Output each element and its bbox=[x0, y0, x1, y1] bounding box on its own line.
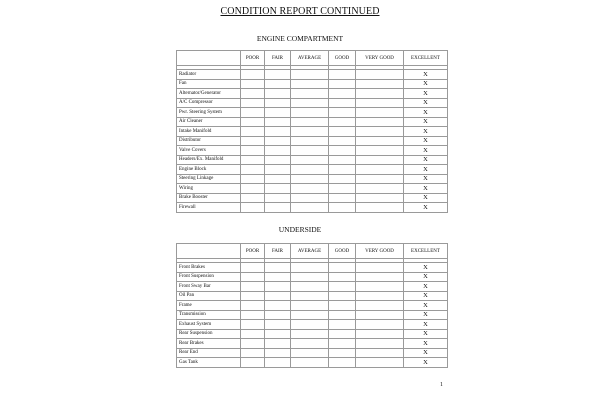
rating-cell-good bbox=[329, 282, 356, 292]
rating-cell-fair bbox=[265, 203, 291, 213]
rating-cell-excellent: X bbox=[404, 155, 448, 165]
rating-cell-average bbox=[291, 348, 329, 358]
rating-cell-poor bbox=[241, 291, 265, 301]
rating-cell-poor bbox=[241, 155, 265, 165]
table-row bbox=[177, 108, 448, 118]
rating-cell-good bbox=[329, 193, 356, 203]
header-average: AVERAGE bbox=[291, 51, 329, 66]
rating-cell-poor bbox=[241, 184, 265, 194]
item-label: Valve Covers bbox=[177, 146, 241, 156]
rating-cell-poor bbox=[241, 79, 265, 89]
rating-cell-very-good bbox=[356, 117, 404, 127]
rating-cell-poor bbox=[241, 70, 265, 80]
rating-cell-good bbox=[329, 291, 356, 301]
rating-cell-average bbox=[291, 165, 329, 175]
item-label: Exhaust System bbox=[177, 320, 241, 330]
item-label: Alternator/Generator bbox=[177, 89, 241, 99]
rating-cell-poor bbox=[241, 108, 265, 118]
table-row bbox=[177, 79, 448, 89]
rating-cell-average bbox=[291, 117, 329, 127]
rating-cell-good bbox=[329, 70, 356, 80]
rating-cell-average bbox=[291, 146, 329, 156]
rating-cell-fair bbox=[265, 282, 291, 292]
rating-cell-very-good bbox=[356, 339, 404, 349]
rating-cell-poor bbox=[241, 329, 265, 339]
item-label: Rear Suspension bbox=[177, 329, 241, 339]
rating-cell-fair bbox=[265, 89, 291, 99]
rating-cell-poor bbox=[241, 348, 265, 358]
rating-cell-excellent: X bbox=[404, 98, 448, 108]
rating-cell-poor bbox=[241, 272, 265, 282]
rating-cell-average bbox=[291, 70, 329, 80]
header-very-good: VERY GOOD bbox=[356, 51, 404, 66]
rating-cell-good bbox=[329, 79, 356, 89]
table-row bbox=[177, 146, 448, 156]
rating-cell-good bbox=[329, 108, 356, 118]
table-row bbox=[177, 127, 448, 137]
rating-cell-very-good bbox=[356, 291, 404, 301]
rating-cell-good bbox=[329, 136, 356, 146]
item-label: A/C Compressor bbox=[177, 98, 241, 108]
rating-cell-fair bbox=[265, 70, 291, 80]
rating-cell-average bbox=[291, 155, 329, 165]
rating-cell-good bbox=[329, 89, 356, 99]
engine-compartment-table bbox=[176, 50, 448, 213]
rating-cell-excellent: X bbox=[404, 89, 448, 99]
rating-cell-average bbox=[291, 272, 329, 282]
rating-cell-very-good bbox=[356, 165, 404, 175]
rating-cell-average bbox=[291, 282, 329, 292]
rating-cell-fair bbox=[265, 117, 291, 127]
item-label: Brake Booster bbox=[177, 193, 241, 203]
rating-cell-average bbox=[291, 127, 329, 137]
rating-cell-very-good bbox=[356, 108, 404, 118]
rating-cell-fair bbox=[265, 98, 291, 108]
table-row bbox=[177, 339, 448, 349]
table-row bbox=[177, 301, 448, 311]
rating-cell-poor bbox=[241, 98, 265, 108]
rating-cell-very-good bbox=[356, 348, 404, 358]
rating-cell-excellent: X bbox=[404, 282, 448, 292]
rating-cell-poor bbox=[241, 136, 265, 146]
item-label: Firewall bbox=[177, 203, 241, 213]
engine-compartment-title: ENGINE COMPARTMENT bbox=[256, 34, 344, 43]
table-row bbox=[177, 291, 448, 301]
rating-cell-poor bbox=[241, 89, 265, 99]
rating-cell-average bbox=[291, 263, 329, 273]
item-label: Distributor bbox=[177, 136, 241, 146]
table-row bbox=[177, 70, 448, 80]
header-fair: FAIR bbox=[265, 51, 291, 66]
rating-cell-very-good bbox=[356, 79, 404, 89]
item-label: Wiring bbox=[177, 184, 241, 194]
rating-cell-average bbox=[291, 193, 329, 203]
rating-cell-good bbox=[329, 165, 356, 175]
rating-cell-very-good bbox=[356, 146, 404, 156]
rating-cell-very-good bbox=[356, 127, 404, 137]
rating-cell-average bbox=[291, 98, 329, 108]
rating-cell-fair bbox=[265, 174, 291, 184]
rating-cell-good bbox=[329, 98, 356, 108]
rating-cell-very-good bbox=[356, 155, 404, 165]
rating-cell-very-good bbox=[356, 301, 404, 311]
rating-cell-poor bbox=[241, 165, 265, 175]
rating-cell-average bbox=[291, 358, 329, 368]
rating-cell-excellent: X bbox=[404, 301, 448, 311]
rating-cell-fair bbox=[265, 320, 291, 330]
rating-cell-average bbox=[291, 136, 329, 146]
rating-cell-very-good bbox=[356, 203, 404, 213]
rating-cell-poor bbox=[241, 301, 265, 311]
rating-cell-very-good bbox=[356, 329, 404, 339]
rating-cell-poor bbox=[241, 117, 265, 127]
rating-cell-fair bbox=[265, 339, 291, 349]
item-label: Front Sway Bar bbox=[177, 282, 241, 292]
underside-title: UNDERSIDE bbox=[278, 225, 322, 234]
item-label: Headers/Ex. Manifold bbox=[177, 155, 241, 165]
rating-cell-average bbox=[291, 174, 329, 184]
rating-cell-average bbox=[291, 79, 329, 89]
item-label: Rear Brakes bbox=[177, 339, 241, 349]
rating-cell-excellent: X bbox=[404, 358, 448, 368]
rating-cell-very-good bbox=[356, 310, 404, 320]
page-number: 1 bbox=[440, 382, 443, 388]
rating-cell-very-good bbox=[356, 358, 404, 368]
rating-cell-average bbox=[291, 320, 329, 330]
rating-cell-very-good bbox=[356, 184, 404, 194]
table-row bbox=[177, 263, 448, 273]
rating-cell-good bbox=[329, 310, 356, 320]
rating-cell-excellent: X bbox=[404, 127, 448, 137]
rating-cell-average bbox=[291, 339, 329, 349]
item-label: Front Suspension bbox=[177, 272, 241, 282]
rating-cell-very-good bbox=[356, 174, 404, 184]
rating-cell-excellent: X bbox=[404, 70, 448, 80]
rating-cell-fair bbox=[265, 272, 291, 282]
rating-cell-very-good bbox=[356, 272, 404, 282]
rating-cell-excellent: X bbox=[404, 193, 448, 203]
table-row bbox=[177, 348, 448, 358]
item-label: Transmission bbox=[177, 310, 241, 320]
table-row bbox=[177, 98, 448, 108]
page-title: CONDITION REPORT CONTINUED bbox=[220, 6, 380, 17]
table-header-row bbox=[177, 244, 448, 259]
rating-cell-fair bbox=[265, 127, 291, 137]
rating-cell-excellent: X bbox=[404, 263, 448, 273]
rating-cell-poor bbox=[241, 193, 265, 203]
rating-cell-poor bbox=[241, 320, 265, 330]
header-excellent: EXCELLENT bbox=[404, 244, 448, 259]
rating-cell-excellent: X bbox=[404, 146, 448, 156]
rating-cell-good bbox=[329, 117, 356, 127]
table-row bbox=[177, 272, 448, 282]
rating-cell-good bbox=[329, 320, 356, 330]
rating-cell-poor bbox=[241, 358, 265, 368]
rating-cell-average bbox=[291, 203, 329, 213]
header-good: GOOD bbox=[329, 244, 356, 259]
table-row bbox=[177, 174, 448, 184]
rating-cell-poor bbox=[241, 203, 265, 213]
rating-cell-good bbox=[329, 203, 356, 213]
rating-cell-very-good bbox=[356, 263, 404, 273]
rating-cell-fair bbox=[265, 329, 291, 339]
header-poor: POOR bbox=[241, 244, 265, 259]
table-row bbox=[177, 329, 448, 339]
rating-cell-excellent: X bbox=[404, 136, 448, 146]
rating-cell-average bbox=[291, 301, 329, 311]
rating-cell-fair bbox=[265, 146, 291, 156]
item-label: Gas Tank bbox=[177, 358, 241, 368]
rating-cell-good bbox=[329, 272, 356, 282]
rating-cell-excellent: X bbox=[404, 184, 448, 194]
table-header-row bbox=[177, 51, 448, 66]
rating-cell-poor bbox=[241, 127, 265, 137]
table-row bbox=[177, 89, 448, 99]
rating-cell-fair bbox=[265, 79, 291, 89]
rating-cell-fair bbox=[265, 310, 291, 320]
header-item-cell bbox=[177, 51, 241, 66]
rating-cell-fair bbox=[265, 358, 291, 368]
header-average: AVERAGE bbox=[291, 244, 329, 259]
rating-cell-fair bbox=[265, 291, 291, 301]
rating-cell-excellent: X bbox=[404, 117, 448, 127]
rating-cell-very-good bbox=[356, 136, 404, 146]
rating-cell-very-good bbox=[356, 89, 404, 99]
rating-cell-average bbox=[291, 184, 329, 194]
table-row bbox=[177, 155, 448, 165]
item-label: Rear End bbox=[177, 348, 241, 358]
rating-cell-excellent: X bbox=[404, 348, 448, 358]
rating-cell-fair bbox=[265, 165, 291, 175]
rating-cell-excellent: X bbox=[404, 310, 448, 320]
table-row bbox=[177, 203, 448, 213]
rating-cell-good bbox=[329, 184, 356, 194]
rating-cell-excellent: X bbox=[404, 79, 448, 89]
header-very-good: VERY GOOD bbox=[356, 244, 404, 259]
table-row bbox=[177, 282, 448, 292]
rating-cell-very-good bbox=[356, 70, 404, 80]
table-row bbox=[177, 310, 448, 320]
rating-cell-fair bbox=[265, 136, 291, 146]
rating-cell-fair bbox=[265, 184, 291, 194]
rating-cell-good bbox=[329, 146, 356, 156]
item-label: Intake Manifold bbox=[177, 127, 241, 137]
rating-cell-good bbox=[329, 329, 356, 339]
rating-cell-poor bbox=[241, 146, 265, 156]
header-item-cell bbox=[177, 244, 241, 259]
rating-cell-average bbox=[291, 291, 329, 301]
rating-cell-excellent: X bbox=[404, 174, 448, 184]
rating-cell-average bbox=[291, 329, 329, 339]
rating-cell-good bbox=[329, 174, 356, 184]
rating-cell-excellent: X bbox=[404, 339, 448, 349]
header-excellent: EXCELLENT bbox=[404, 51, 448, 66]
rating-cell-very-good bbox=[356, 193, 404, 203]
rating-cell-fair bbox=[265, 263, 291, 273]
rating-cell-fair bbox=[265, 108, 291, 118]
table-row bbox=[177, 136, 448, 146]
rating-cell-fair bbox=[265, 193, 291, 203]
rating-cell-poor bbox=[241, 263, 265, 273]
rating-cell-poor bbox=[241, 174, 265, 184]
item-label: Air Cleaner bbox=[177, 117, 241, 127]
rating-cell-excellent: X bbox=[404, 108, 448, 118]
rating-cell-poor bbox=[241, 282, 265, 292]
underside-table bbox=[176, 243, 448, 368]
item-label: Pwr. Steering System bbox=[177, 108, 241, 118]
rating-cell-average bbox=[291, 89, 329, 99]
table-row bbox=[177, 184, 448, 194]
rating-cell-average bbox=[291, 108, 329, 118]
header-fair: FAIR bbox=[265, 244, 291, 259]
item-label: Frame bbox=[177, 301, 241, 311]
item-label: Oil Pan bbox=[177, 291, 241, 301]
rating-cell-excellent: X bbox=[404, 320, 448, 330]
rating-cell-excellent: X bbox=[404, 203, 448, 213]
rating-cell-fair bbox=[265, 301, 291, 311]
rating-cell-fair bbox=[265, 155, 291, 165]
rating-cell-good bbox=[329, 358, 356, 368]
rating-cell-excellent: X bbox=[404, 272, 448, 282]
table-row bbox=[177, 358, 448, 368]
rating-cell-excellent: X bbox=[404, 291, 448, 301]
item-label: Engine Block bbox=[177, 165, 241, 175]
rating-cell-fair bbox=[265, 348, 291, 358]
rating-cell-very-good bbox=[356, 98, 404, 108]
rating-cell-excellent: X bbox=[404, 329, 448, 339]
rating-cell-good bbox=[329, 127, 356, 137]
item-label: Fan bbox=[177, 79, 241, 89]
item-label: Front Brakes bbox=[177, 263, 241, 273]
rating-cell-poor bbox=[241, 310, 265, 320]
rating-cell-average bbox=[291, 310, 329, 320]
rating-cell-good bbox=[329, 155, 356, 165]
item-label: Steering Linkage bbox=[177, 174, 241, 184]
rating-cell-good bbox=[329, 348, 356, 358]
item-label: Radiator bbox=[177, 70, 241, 80]
table-row bbox=[177, 117, 448, 127]
rating-cell-good bbox=[329, 339, 356, 349]
rating-cell-good bbox=[329, 301, 356, 311]
rating-cell-very-good bbox=[356, 282, 404, 292]
rating-cell-excellent: X bbox=[404, 165, 448, 175]
header-good: GOOD bbox=[329, 51, 356, 66]
header-poor: POOR bbox=[241, 51, 265, 66]
table-row bbox=[177, 165, 448, 175]
table-row bbox=[177, 320, 448, 330]
rating-cell-good bbox=[329, 263, 356, 273]
rating-cell-very-good bbox=[356, 320, 404, 330]
table-row bbox=[177, 193, 448, 203]
rating-cell-poor bbox=[241, 339, 265, 349]
